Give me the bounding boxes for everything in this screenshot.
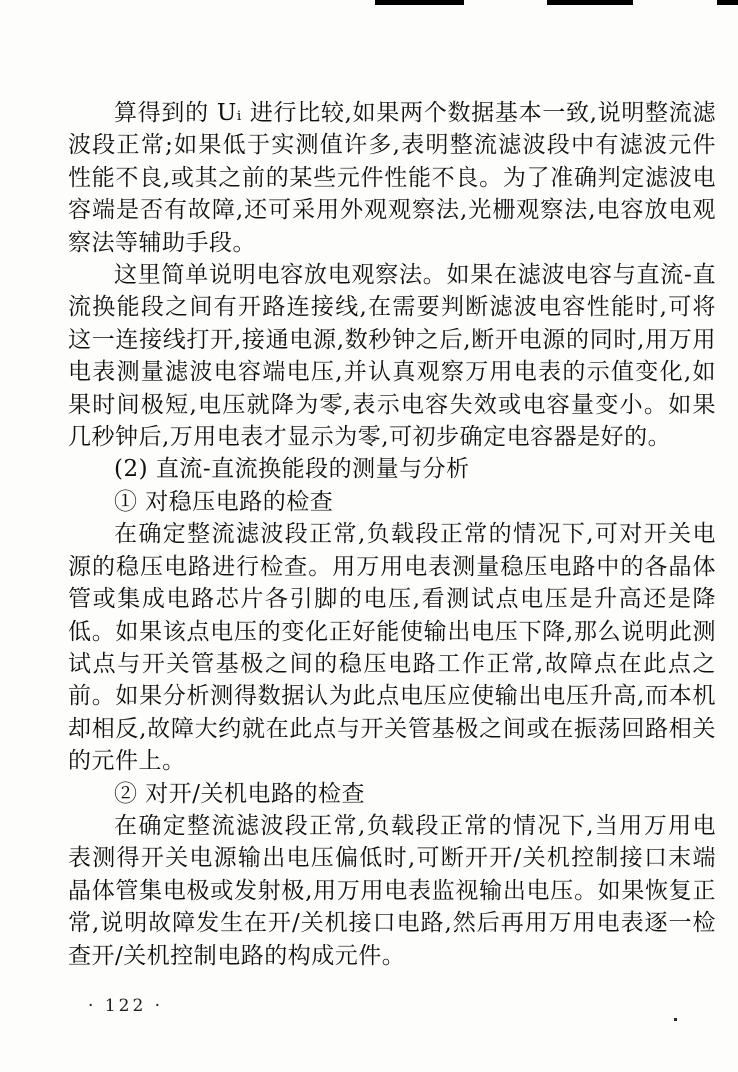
paragraph-body: 在确定整流滤波段正常,负载段正常的情况下,可对开关电源的稳压电路进行检查。用万用电表测量稳压电路中的各晶体管或集成电路芯片各引脚的电压,看测试点电压是升高还是降低。如果该点电压的变化正好能使输出电压下降,那么说明此测试点与开关管基极之间的稳压电路工作正常,故障点在此点之前。如果分析测得数据认为此点电压应使输出电压升高,而本机却相反,故障大约就在此点与开关管基极之间或在振荡回路相关的元件上。 — [68, 521, 716, 775]
paragraph-body: 这里简单说明电容放电观察法。如果在滤波电容与直流-直流换能段之间有开路连接线,在需要判断滤波电容性能时,可将这一连接线打开,接通电源,数秒钟之后,断开电源的同时,用万用电表测量滤波电容端电压,并认真观察万用电表的示值变化,如果时间极短,电压就降为零,表示电容失效或电容量变小。如果几秒钟后,万用电表才显示为零,可初步确定电容器是好的。 — [68, 262, 716, 451]
scan-artifact-speck — [674, 1018, 677, 1021]
subsection-heading: ① 对稳压电路的检查 — [114, 488, 334, 515]
paragraph-body: 算得到的 Uᵢ 进行比较,如果两个数据基本一致,说明整流滤波段正常;如果低于实测值许多,表明整流滤波段中有滤波元件性能不良,或其之前的某些元件性能不良。为了准确判定滤波电容端是否有故障,还可采用外观观察法,光栅观察法,电容放电观察法等辅助手段。 — [68, 100, 716, 256]
section-heading: (2) 直流-直流换能段的测量与分析 — [114, 456, 470, 483]
page-number: · 122 · — [88, 996, 164, 1016]
subsection-heading: ② 对开/关机电路的检查 — [114, 780, 366, 807]
paragraph-body: 在确定整流滤波段正常,负载段正常的情况下,当用万用电表测得开关电源输出电压偏低时,可断开开/关机控制接口末端晶体管集电极或发射极,用万用电表监视输出电压。如果恢复正常,说明故障发生在开/关机接口电路,然后再用万用电表逐一检查开/关机控制电路的构成元件。 — [68, 812, 716, 969]
scan-artifact-top-bar-2 — [547, 0, 633, 5]
page-text-block — [68, 97, 716, 972]
scan-artifact-top-bar-1 — [375, 0, 464, 5]
scan-artifact-top-bar-3 — [717, 0, 738, 5]
